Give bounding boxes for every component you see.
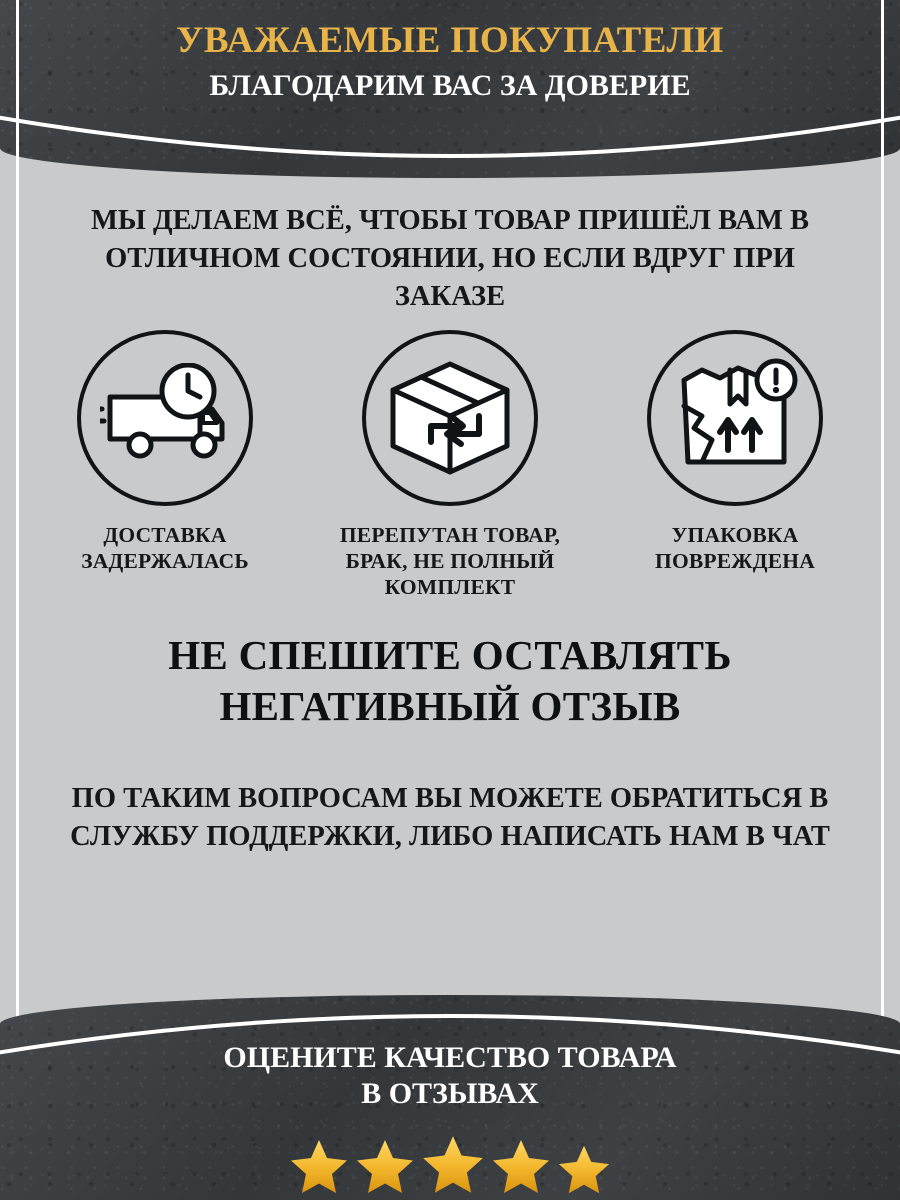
- star-icon-5[interactable]: [557, 1143, 611, 1195]
- footer: [0, 1040, 900, 1112]
- star-icon-2[interactable]: [355, 1137, 415, 1195]
- intro-text: МЫ ДЕЛАЕМ ВСЁ, ЧТОБЫ ТОВАР ПРИШЁЛ ВАМ В ОТЛИЧНОМ СОСТОЯНИИ, НО ЕСЛИ ВДРУГ ПРИ ЗАКАЗЕ: [91, 205, 809, 312]
- star-icon-3[interactable]: [421, 1133, 485, 1195]
- damaged-package-icon: [647, 330, 823, 506]
- issue-item-damaged-package: [610, 330, 860, 574]
- rating-stars[interactable]: [0, 1133, 900, 1195]
- issue-item-delivery: [40, 330, 290, 574]
- footer-line-2: В ОТЗЫВАХ: [361, 1077, 539, 1110]
- header: [0, 22, 900, 104]
- issues-row: [40, 330, 860, 601]
- header-title: УВАЖАЕМЫЕ ПОКУПАТЕЛИ: [176, 20, 724, 61]
- star-icon-1[interactable]: [289, 1137, 349, 1195]
- issue-caption: УПАКОВКА ПОВРЕЖДЕНА: [655, 523, 815, 574]
- footer-line-1: ОЦЕНИТЕ КАЧЕСТВО ТОВАРА: [223, 1041, 677, 1074]
- support-text: ПО ТАКИМ ВОПРОСАМ ВЫ МОЖЕТЕ ОБРАТИТЬСЯ В СЛУЖБУ ПОДДЕРЖКИ, ЛИБО НАПИСАТЬ НАМ В ЧАТ: [70, 783, 830, 853]
- star-icon-4[interactable]: [491, 1137, 551, 1195]
- box-return-arrows-icon: [362, 330, 538, 506]
- issue-item-wrong-goods: [325, 330, 575, 601]
- delivery-truck-clock-icon: [77, 330, 253, 506]
- issue-caption: ДОСТАВКА ЗАДЕРЖАЛАСЬ: [81, 523, 249, 574]
- headline-text: НЕ СПЕШИТЕ ОСТАВЛЯТЬ НЕГАТИВНЫЙ ОТЗЫВ: [168, 632, 732, 729]
- issue-caption: ПЕРЕПУТАН ТОВАР, БРАК, НЕ ПОЛНЫЙ КОМПЛЕКТ: [339, 523, 561, 600]
- header-subtitle: БЛАГОДАРИМ ВАС ЗА ДОВЕРИЕ: [209, 68, 691, 102]
